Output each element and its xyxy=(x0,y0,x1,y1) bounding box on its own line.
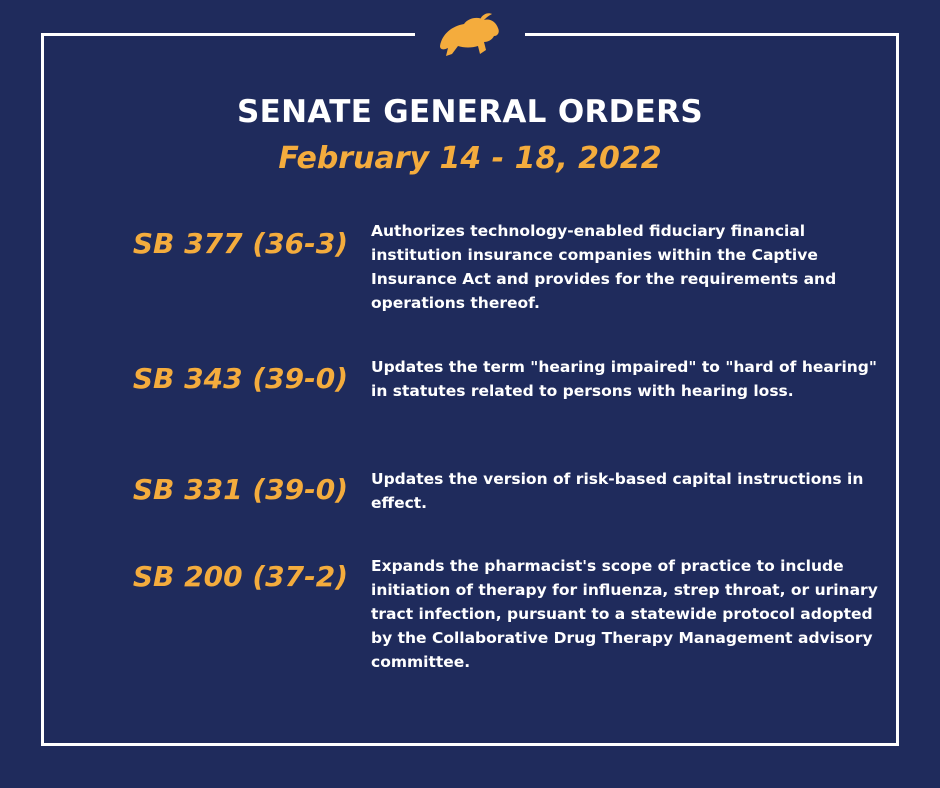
bill-code: SB 343 (39-0) xyxy=(132,362,348,395)
bill-description: Expands the pharmacist's scope of practice to include initiation of therapy for influenza, strep throat, or urinary tract infection, pursuant to a statewide protocol adopted by the Collaborative Drug Therapy Management advisory committee. xyxy=(371,557,878,671)
bill-code: SB 377 (36-3) xyxy=(132,227,348,260)
bill-description: Updates the term "hearing impaired" to "hard of hearing" in statutes related to persons with hearing loss. xyxy=(371,358,877,400)
bison-icon xyxy=(434,10,506,66)
bill-code: SB 200 (37-2) xyxy=(132,560,348,593)
page-title: SENATE GENERAL ORDERS xyxy=(237,94,703,130)
bill-description: Updates the version of risk-based capital instructions in effect. xyxy=(371,470,864,512)
bill-description: Authorizes technology-enabled fiduciary financial institution insurance companies within the Captive Insurance Act and provides for the requirements and operations thereof. xyxy=(371,222,837,312)
bill-code: SB 331 (39-0) xyxy=(132,473,348,506)
date-range: February 14 - 18, 2022 xyxy=(278,141,662,176)
